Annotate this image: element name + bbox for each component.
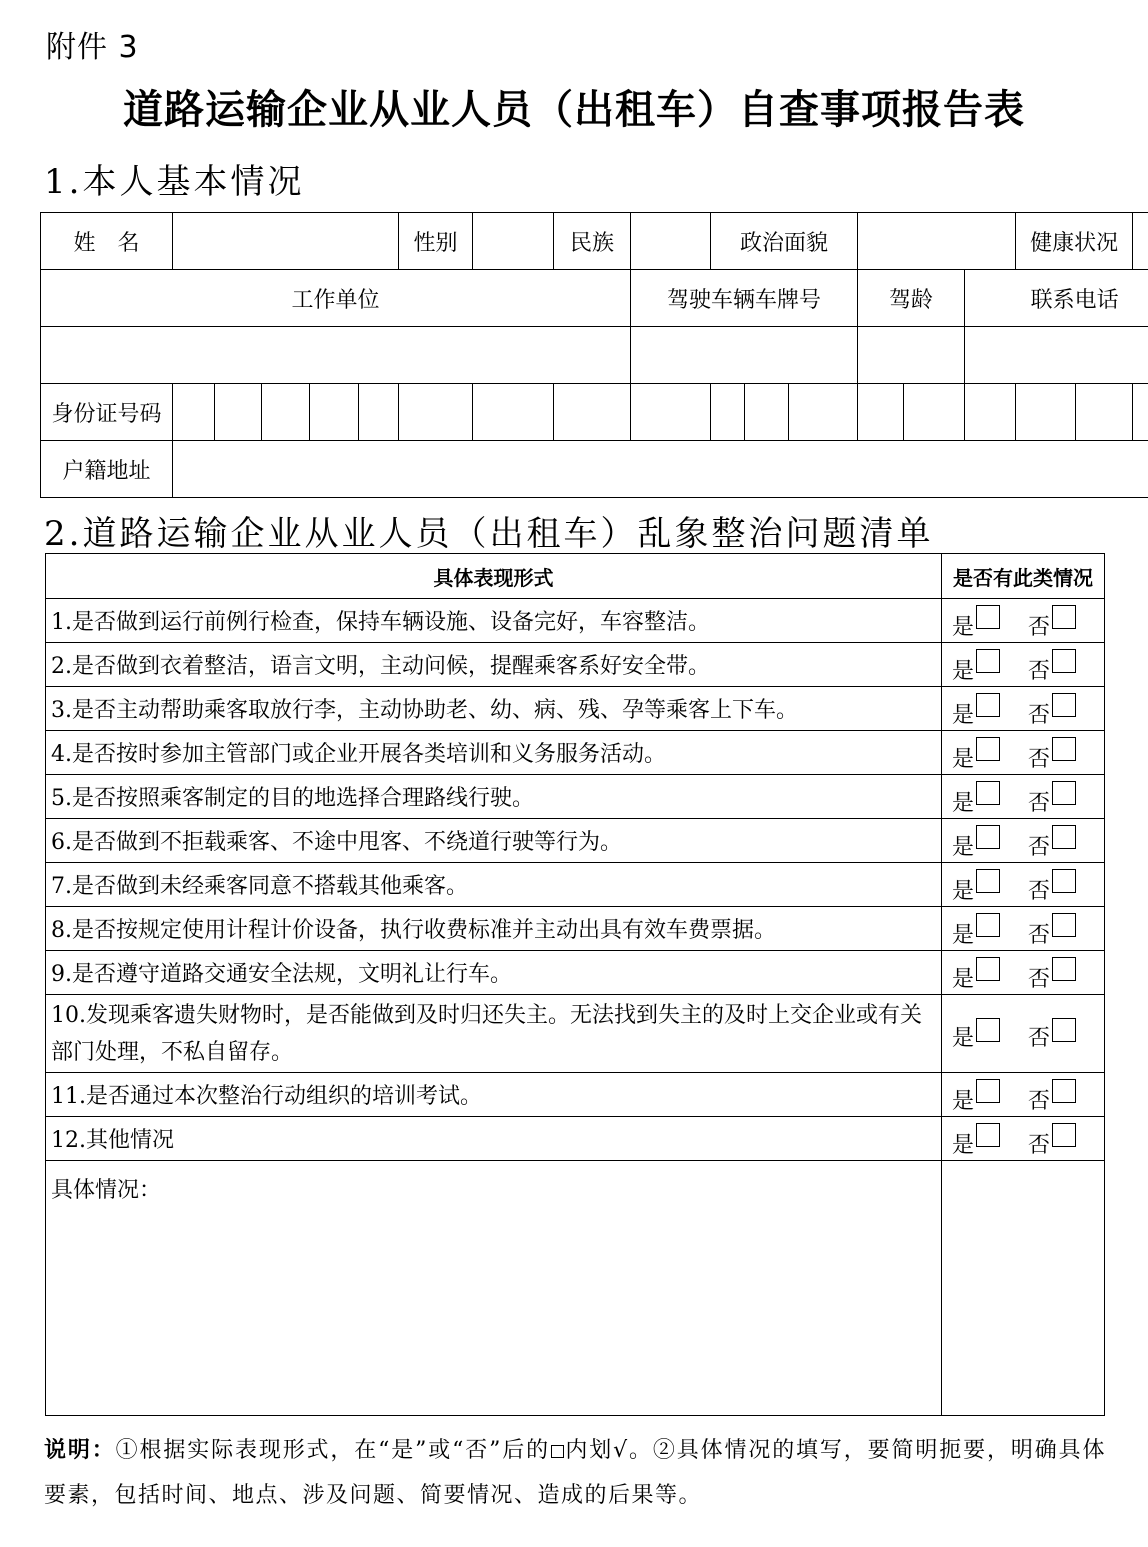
yes-checkbox[interactable] [976, 1123, 1000, 1147]
note-text-2: 内划√。②具体情况的填写，要简明扼要，明确具体要素，包括时间、地点、涉及问题、简要情况、造成的后果等。 [44, 1438, 1106, 1508]
id-digit-cell[interactable] [965, 384, 1016, 441]
yes-checkbox[interactable] [976, 605, 1000, 629]
checklist-item-text: 2.是否做到衣着整洁，语言文明，主动问候，提醒乘客系好安全带。 [46, 643, 942, 687]
no-label: 否 [1028, 879, 1051, 904]
id-digit-cell[interactable] [631, 384, 711, 441]
political-field[interactable] [858, 213, 1016, 270]
no-label: 否 [1028, 1133, 1051, 1158]
id-digit-cell[interactable] [711, 384, 745, 441]
id-digit-cell[interactable] [789, 384, 858, 441]
yes-checkbox[interactable] [976, 869, 1000, 893]
employer-label: 工作单位 [41, 270, 631, 327]
checklist-row [46, 951, 1105, 995]
checklist-item-text: 10.发现乘客遗失财物时，是否能做到及时归还失主。无法找到失主的及时上交企业或有关部门处理，不私自留存。 [46, 995, 942, 1073]
no-checkbox[interactable] [1052, 825, 1076, 849]
yes-label: 是 [952, 923, 975, 948]
yes-checkbox[interactable] [976, 649, 1000, 673]
checklist-item-text: 5.是否按照乘客制定的目的地选择合理路线行驶。 [46, 775, 942, 819]
id-digit-cell[interactable] [554, 384, 631, 441]
checkbox-icon [551, 1445, 564, 1458]
yes-no-cell [942, 1073, 1105, 1117]
col-status-header: 是否有此类情况 [942, 554, 1105, 599]
form-title: 道路运输企业从业人员（出租车）自查事项报告表 [123, 86, 1025, 133]
health-field[interactable] [1133, 213, 1148, 270]
no-label: 否 [1028, 659, 1051, 684]
yes-no-cell [942, 819, 1105, 863]
no-label: 否 [1028, 703, 1051, 728]
annex-label: 附件 3 [46, 30, 139, 65]
no-label: 否 [1028, 747, 1051, 772]
driving-age-label: 驾龄 [858, 270, 965, 327]
checklist-item-text: 1.是否做到运行前例行检查，保持车辆设施、设备完好，车容整洁。 [46, 599, 942, 643]
yes-checkbox[interactable] [976, 781, 1000, 805]
col-item-header: 具体表现形式 [46, 554, 942, 599]
name-field[interactable] [173, 213, 399, 270]
employer-field[interactable] [41, 327, 631, 384]
health-label: 健康状况 [1016, 213, 1133, 270]
checklist-row [46, 995, 1105, 1073]
yes-no-cell [942, 951, 1105, 995]
note-label: 说明： [44, 1438, 116, 1463]
no-label: 否 [1028, 923, 1051, 948]
id-digit-cell[interactable] [904, 384, 965, 441]
yes-checkbox[interactable] [976, 825, 1000, 849]
yes-checkbox[interactable] [976, 957, 1000, 981]
yes-checkbox[interactable] [976, 1079, 1000, 1103]
no-label: 否 [1028, 835, 1051, 860]
no-checkbox[interactable] [1052, 605, 1076, 629]
checklist-item-text: 9.是否遵守道路交通安全法规，文明礼让行车。 [46, 951, 942, 995]
phone-label: 联系电话 [965, 270, 1148, 327]
id-digit-cell[interactable] [173, 384, 215, 441]
checklist-row [46, 687, 1105, 731]
no-label: 否 [1028, 967, 1051, 992]
yes-no-cell [942, 863, 1105, 907]
yes-label: 是 [952, 615, 975, 640]
checklist-row [46, 1117, 1105, 1161]
no-label: 否 [1028, 1089, 1051, 1114]
id-digit-cell[interactable] [745, 384, 789, 441]
section1-heading: 1.本人基本情况 [44, 162, 305, 202]
checklist-row [46, 907, 1105, 951]
checklist-item-text: 4.是否按时参加主管部门或企业开展各类培训和义务服务活动。 [46, 731, 942, 775]
gender-label: 性别 [399, 213, 473, 270]
id-number-label: 身份证号码 [41, 384, 173, 441]
no-checkbox[interactable] [1052, 1123, 1076, 1147]
no-checkbox[interactable] [1052, 1079, 1076, 1103]
no-label: 否 [1028, 1026, 1051, 1051]
checklist-row [46, 1073, 1105, 1117]
yes-label: 是 [952, 835, 975, 860]
plate-field[interactable] [631, 327, 858, 384]
driving-age-field[interactable] [858, 327, 965, 384]
id-digit-cell[interactable] [473, 384, 554, 441]
yes-no-cell [942, 687, 1105, 731]
yes-no-cell [942, 643, 1105, 687]
yes-checkbox[interactable] [976, 737, 1000, 761]
yes-label: 是 [952, 967, 975, 992]
no-checkbox[interactable] [1052, 693, 1076, 717]
phone-field[interactable] [965, 327, 1148, 384]
ethnicity-label: 民族 [554, 213, 631, 270]
yes-label: 是 [952, 703, 975, 728]
yes-no-cell [942, 599, 1105, 643]
issue-checklist-table [45, 553, 1105, 1416]
detail-side-field[interactable] [942, 1161, 1105, 1416]
detail-label[interactable]: 具体情况： [46, 1161, 942, 1416]
yes-label: 是 [952, 1089, 975, 1114]
yes-label: 是 [952, 879, 975, 904]
no-checkbox[interactable] [1052, 913, 1076, 937]
checklist-item-text: 8.是否按规定使用计程计价设备，执行收费标准并主动出具有效车费票据。 [46, 907, 942, 951]
yes-checkbox[interactable] [976, 693, 1000, 717]
no-checkbox[interactable] [1052, 957, 1076, 981]
id-digit-cell[interactable] [310, 384, 359, 441]
domicile-field[interactable] [173, 441, 1148, 498]
no-label: 否 [1028, 791, 1051, 816]
detail-row [46, 1161, 1105, 1416]
no-checkbox[interactable] [1052, 737, 1076, 761]
id-digit-cell[interactable] [1016, 384, 1076, 441]
yes-no-cell [942, 731, 1105, 775]
section2-heading: 2.道路运输企业从业人员（出租车）乱象整治问题清单 [44, 514, 934, 554]
id-digit-cell[interactable] [1076, 384, 1133, 441]
checklist-item-text: 3.是否主动帮助乘客取放行李，主动协助老、幼、病、残、孕等乘客上下车。 [46, 687, 942, 731]
domicile-label: 户籍地址 [41, 441, 173, 498]
id-digit-cell[interactable] [858, 384, 904, 441]
no-checkbox[interactable] [1052, 781, 1076, 805]
yes-label: 是 [952, 1026, 975, 1051]
yes-no-cell [942, 907, 1105, 951]
yes-label: 是 [952, 747, 975, 772]
political-label: 政治面貌 [711, 213, 858, 270]
id-digit-cell[interactable] [262, 384, 310, 441]
plate-label: 驾驶车辆车牌号 [631, 270, 858, 327]
checklist-row [46, 819, 1105, 863]
checklist-item-text: 7.是否做到未经乘客同意不搭载其他乘客。 [46, 863, 942, 907]
ethnicity-field[interactable] [631, 213, 711, 270]
no-label: 否 [1028, 615, 1051, 640]
gender-field[interactable] [473, 213, 554, 270]
yes-label: 是 [952, 659, 975, 684]
yes-no-cell [942, 775, 1105, 819]
checklist-row [46, 599, 1105, 643]
yes-no-cell [942, 1117, 1105, 1161]
checklist-item-text: 12.其他情况 [46, 1117, 942, 1161]
no-checkbox[interactable] [1052, 1018, 1076, 1042]
yes-label: 是 [952, 1133, 975, 1158]
checklist-item-text: 11.是否通过本次整治行动组织的培训考试。 [46, 1073, 942, 1117]
name-label: 姓 名 [41, 213, 173, 270]
note [44, 1428, 1106, 1518]
checklist-row [46, 643, 1105, 687]
checklist-row [46, 731, 1105, 775]
yes-no-cell [942, 995, 1105, 1073]
yes-checkbox[interactable] [976, 913, 1000, 937]
id-digit-cell[interactable] [215, 384, 262, 441]
id-digit-cell[interactable] [1133, 384, 1148, 441]
yes-label: 是 [952, 791, 975, 816]
yes-checkbox[interactable] [976, 1018, 1000, 1042]
checklist-row [46, 863, 1105, 907]
note-text-1: ①根据实际表现形式，在“是”或“否”后的 [115, 1438, 550, 1463]
id-digit-cell[interactable] [399, 384, 473, 441]
checklist-row [46, 775, 1105, 819]
id-digit-cell[interactable] [359, 384, 399, 441]
no-checkbox[interactable] [1052, 869, 1076, 893]
basic-info-table [40, 212, 1148, 498]
checklist-item-text: 6.是否做到不拒载乘客、不途中甩客、不绕道行驶等行为。 [46, 819, 942, 863]
no-checkbox[interactable] [1052, 649, 1076, 673]
